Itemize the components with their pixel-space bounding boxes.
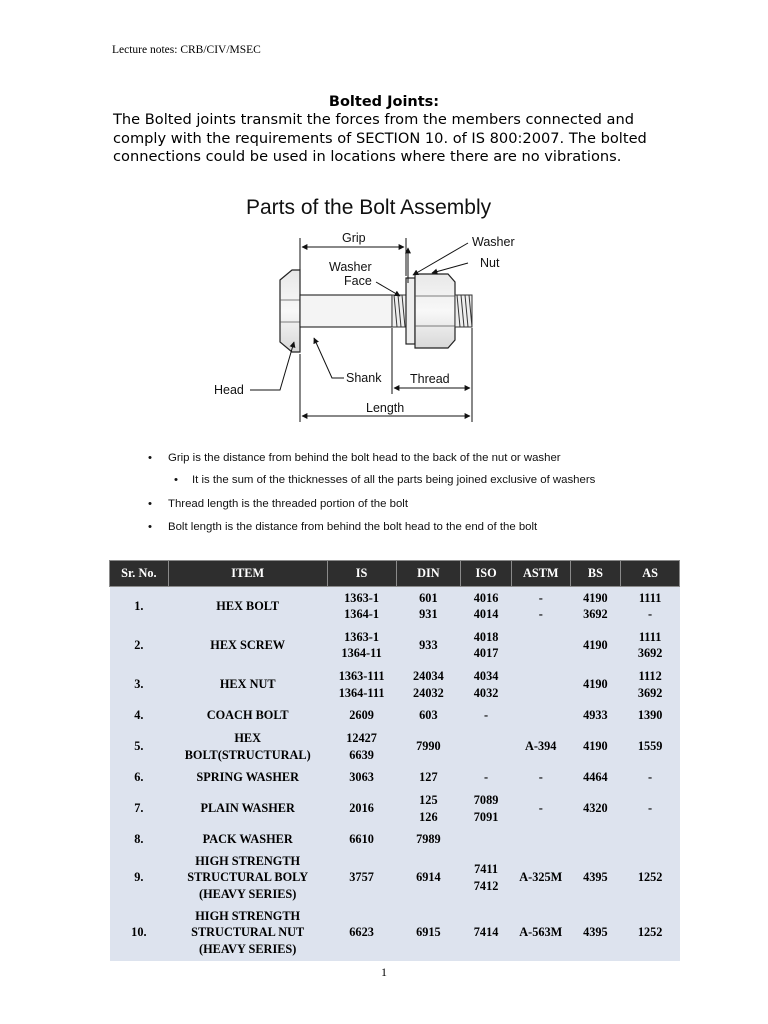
table-cell-is — [327, 727, 396, 767]
column-header: ASTM — [511, 561, 570, 587]
table-cell-sr — [110, 626, 169, 665]
cell-line: STRUCTURAL NUT — [191, 925, 305, 940]
table-header-row — [110, 561, 680, 587]
table-cell-bs — [570, 665, 621, 705]
cell-line: 1364-11 — [341, 646, 382, 660]
cell-line: 24032 — [413, 685, 444, 700]
cell-line: 1112 — [638, 669, 662, 683]
cell-line: 7989 — [416, 832, 441, 847]
table-cell-iso — [461, 789, 512, 829]
cell-line: - — [648, 801, 653, 816]
page-number: 1 — [381, 965, 387, 979]
table-cell-is — [327, 587, 396, 626]
cell-line: 7414 — [473, 925, 499, 940]
table-cell-din — [396, 789, 461, 829]
bullet-text: Grip is the distance from behind the bolt head to the back of the nut or washer — [168, 452, 561, 464]
washer-shape — [406, 278, 415, 344]
cell-line: 4190 — [583, 677, 608, 692]
cell-line: 4014 — [473, 607, 499, 622]
column-header: IS — [327, 561, 396, 587]
table-row — [110, 587, 680, 626]
table-cell-as — [621, 626, 680, 665]
table-cell-astm — [511, 587, 570, 626]
table-cell-item — [168, 829, 327, 851]
table-cell-din — [396, 587, 461, 626]
table-cell-item — [168, 727, 327, 767]
intro-paragraph: The Bolted joints transmit the forces from the members connected and comply with the requirements of SECTION 10. of IS 800:2007. The bolted connections could be used in locations where there are no vibrations. — [113, 111, 647, 165]
cell-line: 4464 — [583, 770, 608, 785]
table-cell-din — [396, 829, 461, 851]
cell-line: 4395 — [583, 870, 608, 885]
cell-line: - — [484, 708, 489, 723]
table-cell-bs — [570, 789, 621, 829]
cell-line: 933 — [419, 637, 438, 652]
table-cell-bs — [570, 829, 621, 851]
table-row — [110, 665, 680, 705]
cell-line: 2609 — [349, 708, 374, 723]
cell-line: 1363-1 — [344, 590, 379, 605]
table-cell-din — [396, 705, 461, 727]
cell-line: 6610 — [349, 832, 374, 847]
cell-line: HEX SCREW — [210, 637, 286, 652]
table-row — [110, 767, 680, 789]
figure-title: Parts of the Bolt Assembly — [246, 196, 492, 219]
washer-label: Washer — [472, 235, 515, 249]
bolt-shank-shape — [300, 295, 392, 327]
table-cell-iso — [461, 587, 512, 626]
table-row — [110, 789, 680, 829]
cell-line: 4933 — [583, 708, 608, 723]
cell-line: - — [648, 770, 653, 785]
bullet-dot-icon: • — [174, 474, 178, 486]
cell-line: 4190 — [583, 590, 608, 605]
cell-line: 4320 — [583, 801, 608, 816]
cell-line: 4190 — [583, 637, 608, 652]
nut-shape — [415, 274, 455, 348]
table-cell-item — [168, 767, 327, 789]
cell-line: SPRING WASHER — [196, 770, 299, 785]
cell-line: 7411 — [474, 862, 499, 876]
table-row — [110, 851, 680, 905]
table-cell-sr — [110, 587, 169, 626]
cell-line: 6623 — [349, 925, 374, 940]
cell-line: 8. — [134, 832, 144, 847]
table-cell-as — [621, 705, 680, 727]
cell-line: 7412 — [473, 878, 499, 893]
table-cell-item — [168, 789, 327, 829]
cell-line: 4. — [134, 708, 144, 723]
table-cell-is — [327, 851, 396, 905]
cell-line: 127 — [419, 770, 438, 785]
column-header: DIN — [396, 561, 461, 587]
cell-line: A-325M — [519, 870, 563, 885]
table-cell-is — [327, 829, 396, 851]
table-cell-bs — [570, 851, 621, 905]
bullet-text: Thread length is the threaded portion of the bolt — [168, 498, 408, 510]
cell-line: 6639 — [349, 747, 374, 762]
table-cell-iso — [461, 727, 512, 767]
table-cell-sr — [110, 789, 169, 829]
table-cell-sr — [110, 905, 169, 961]
cell-line: 7990 — [416, 739, 441, 754]
table-row — [110, 829, 680, 851]
table-cell-iso — [461, 851, 512, 905]
table-cell-as — [621, 767, 680, 789]
table-cell-astm — [511, 705, 570, 727]
cell-line: 4034 — [473, 669, 499, 683]
shank-label: Shank — [346, 371, 382, 385]
bullet-text: Bolt length is the distance from behind the bolt head to the end of the bolt — [168, 521, 538, 533]
cell-line: 24034 — [413, 669, 444, 683]
cell-line: 126 — [419, 809, 438, 824]
bullet-grip-sub — [174, 474, 595, 486]
cell-line: 1559 — [637, 739, 663, 754]
cell-line: HEX — [234, 731, 262, 745]
cell-line: 931 — [419, 607, 438, 622]
table-cell-as — [621, 851, 680, 905]
table-cell-item — [168, 626, 327, 665]
cell-line: 1364-111 — [338, 685, 385, 700]
cell-line: 2. — [134, 637, 144, 652]
table-row — [110, 626, 680, 665]
table-cell-is — [327, 767, 396, 789]
standards-table — [109, 560, 680, 961]
table-cell-sr — [110, 727, 169, 767]
table-cell-item — [168, 705, 327, 727]
cell-line: 4395 — [583, 925, 608, 940]
cell-line: STRUCTURAL BOLY — [187, 870, 309, 885]
table-cell-din — [396, 767, 461, 789]
table-cell-iso — [461, 829, 512, 851]
table-row — [110, 905, 680, 961]
table-cell-sr — [110, 665, 169, 705]
table-cell-sr — [110, 705, 169, 727]
washer-face-label-line2: Face — [344, 274, 372, 288]
cell-line: 6915 — [416, 925, 441, 940]
cell-line: HIGH STRENGTH — [195, 908, 301, 923]
bullet-dot-icon: • — [148, 452, 152, 464]
table-cell-item — [168, 851, 327, 905]
length-label: Length — [366, 401, 405, 415]
cell-line: - — [538, 590, 543, 605]
table-cell-iso — [461, 626, 512, 665]
cell-line: - — [538, 801, 543, 816]
cell-line: 1252 — [637, 925, 663, 940]
cell-line: 125 — [419, 793, 438, 807]
table-cell-as — [621, 905, 680, 961]
table-cell-astm — [511, 905, 570, 961]
bullet-bolt-length — [148, 521, 537, 533]
cell-line: 1363-111 — [338, 669, 385, 683]
cell-line: 3063 — [349, 770, 374, 785]
cell-line: 1363-1 — [344, 629, 379, 644]
table-cell-is — [327, 665, 396, 705]
thread-label: Thread — [410, 372, 450, 386]
table-cell-iso — [461, 767, 512, 789]
column-header: AS — [621, 561, 680, 587]
table-cell-sr — [110, 851, 169, 905]
column-header: ISO — [461, 561, 512, 587]
table-cell-as — [621, 789, 680, 829]
cell-line: 5. — [134, 739, 144, 754]
table-cell-astm — [511, 829, 570, 851]
column-header: BS — [570, 561, 621, 587]
table-cell-astm — [511, 727, 570, 767]
cell-line: HIGH STRENGTH — [195, 853, 301, 868]
table-cell-item — [168, 905, 327, 961]
shank-thread-shape — [392, 295, 406, 327]
bolt-head-shape — [280, 270, 300, 352]
lecture-notes-header: Lecture notes: CRB/CIV/MSEC — [112, 44, 261, 56]
table-row — [110, 727, 680, 767]
table-cell-bs — [570, 705, 621, 727]
cell-line: 3757 — [349, 870, 374, 885]
cell-line: - — [648, 607, 653, 622]
section-title: Bolted Joints: — [328, 94, 440, 110]
table-row — [110, 705, 680, 727]
table-cell-is — [327, 789, 396, 829]
table-cell-is — [327, 705, 396, 727]
cell-line: 1. — [134, 599, 144, 613]
cell-line: 4016 — [473, 590, 499, 605]
cell-line: 3692 — [583, 607, 608, 622]
cell-line: (HEAVY SERIES) — [198, 886, 297, 901]
cell-line: - — [538, 770, 543, 785]
cell-line: 4190 — [583, 739, 608, 754]
cell-line: 9. — [134, 870, 144, 885]
column-header: Sr. No. — [110, 561, 169, 587]
cell-line: 1252 — [637, 870, 663, 885]
table-cell-astm — [511, 626, 570, 665]
cell-line: 10. — [131, 925, 147, 940]
table-cell-din — [396, 905, 461, 961]
table-cell-astm — [511, 767, 570, 789]
grip-label: Grip — [342, 231, 366, 245]
table-cell-iso — [461, 665, 512, 705]
table-cell-din — [396, 665, 461, 705]
table-cell-bs — [570, 626, 621, 665]
cell-line: 1111 — [638, 629, 662, 644]
washer-face-label-line1: Washer — [329, 260, 372, 274]
cell-line: - — [538, 607, 543, 622]
cell-line: HEX BOLT — [216, 599, 280, 613]
cell-line: - — [484, 770, 489, 785]
cell-line: 1390 — [637, 708, 663, 723]
table-cell-is — [327, 626, 396, 665]
nut-label: Nut — [480, 256, 500, 270]
table-cell-astm — [511, 665, 570, 705]
table-cell-iso — [461, 905, 512, 961]
cell-line: BOLT(STRUCTURAL) — [184, 747, 311, 762]
cell-line: 12427 — [346, 731, 377, 745]
cell-line: 1111 — [638, 590, 662, 605]
column-header: ITEM — [168, 561, 327, 587]
cell-line: 7. — [134, 801, 144, 816]
cell-line: (HEAVY SERIES) — [198, 941, 297, 956]
cell-line: HEX NUT — [219, 677, 276, 692]
table-cell-item — [168, 587, 327, 626]
bullet-grip — [148, 452, 561, 464]
table-cell-bs — [570, 767, 621, 789]
table-cell-bs — [570, 727, 621, 767]
cell-line: 1364-1 — [344, 607, 379, 622]
threaded-end-shape — [455, 295, 472, 327]
table-cell-as — [621, 665, 680, 705]
cell-line: 3692 — [637, 646, 663, 660]
bullet-dot-icon: • — [148, 521, 152, 533]
bullet-thread-length — [148, 498, 408, 510]
table-body — [110, 587, 680, 961]
cell-line: 7091 — [473, 809, 499, 824]
table-cell-as — [621, 727, 680, 767]
table-cell-is — [327, 905, 396, 961]
table-cell-din — [396, 626, 461, 665]
bullet-dot-icon: • — [148, 498, 152, 510]
cell-line: 6. — [134, 770, 144, 785]
cell-line: 4018 — [473, 629, 499, 644]
cell-line: COACH BOLT — [206, 708, 289, 723]
table-cell-bs — [570, 905, 621, 961]
cell-line: 2016 — [349, 801, 374, 816]
cell-line: A-394 — [525, 739, 557, 754]
cell-line: 3692 — [637, 685, 663, 700]
table-cell-sr — [110, 829, 169, 851]
cell-line: 603 — [419, 708, 438, 723]
table-cell-astm — [511, 789, 570, 829]
table-cell-din — [396, 851, 461, 905]
bullet-text: It is the sum of the thicknesses of all the parts being joined exclusive of washers — [192, 474, 596, 486]
cell-line: 6914 — [416, 870, 441, 885]
cell-line: 4032 — [473, 685, 499, 700]
table-cell-as — [621, 829, 680, 851]
table-cell-bs — [570, 587, 621, 626]
table-cell-as — [621, 587, 680, 626]
cell-line: 4017 — [473, 646, 499, 660]
bolt-assembly-figure — [110, 190, 670, 545]
table-cell-astm — [511, 851, 570, 905]
table-cell-iso — [461, 705, 512, 727]
cell-line: 7089 — [473, 793, 499, 807]
head-label: Head — [214, 383, 244, 397]
cell-line: PACK WASHER — [202, 832, 293, 847]
cell-line: PLAIN WASHER — [200, 801, 295, 816]
cell-line: A-563M — [519, 925, 563, 940]
table-cell-sr — [110, 767, 169, 789]
cell-line: 601 — [419, 590, 438, 605]
table-cell-din — [396, 727, 461, 767]
cell-line: 3. — [134, 677, 144, 692]
table-cell-item — [168, 665, 327, 705]
